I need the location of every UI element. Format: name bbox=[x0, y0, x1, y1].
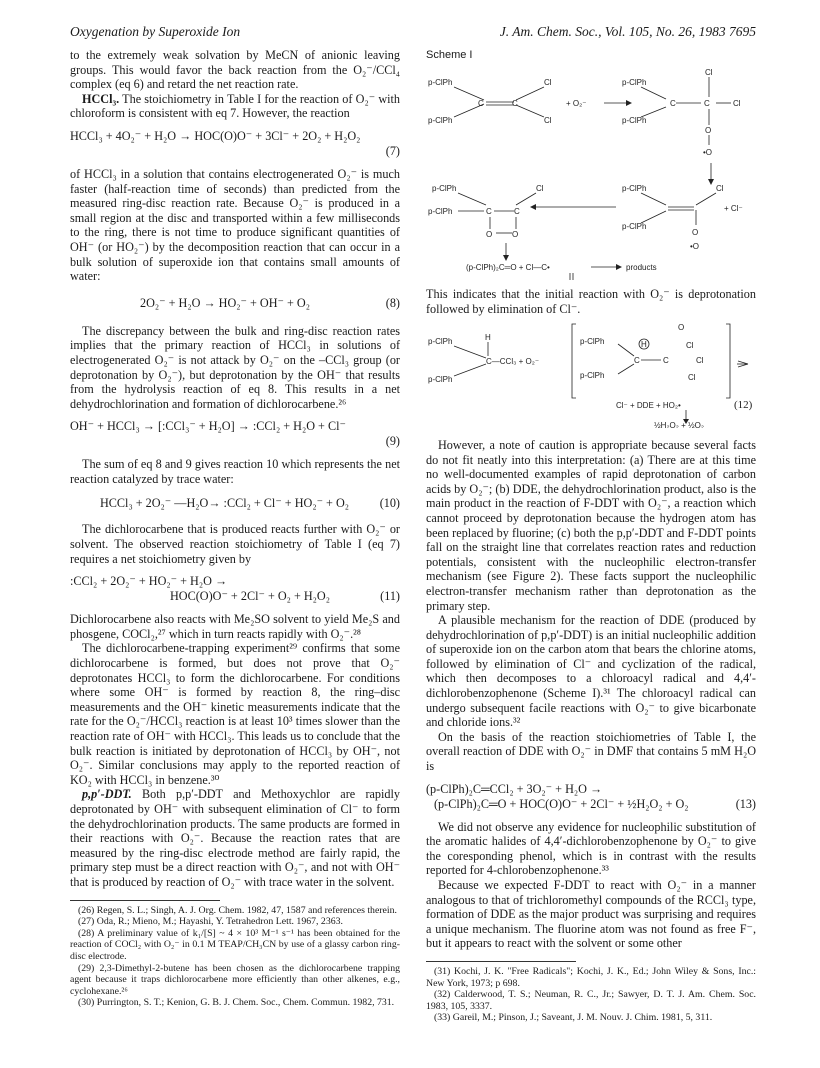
footnote: (29) 2,3-Dimethyl-2-butene has been chosen as the dichlorocarbene trapping agent because it traps dichlorocarbene more efficiently than other alkenes, e.g., cyclohexane.²⁶ bbox=[70, 962, 400, 997]
scheme-label: p-ClPh bbox=[622, 221, 647, 231]
scheme-label: •O bbox=[703, 147, 713, 157]
scheme-label: p-ClPh bbox=[428, 77, 453, 87]
equation-text: HCCl₃ + 2O₂⁻ —H₂O→ :CCl₂ + Cl⁻ + HO₂⁻ + O₂ bbox=[100, 496, 350, 511]
equation-9 bbox=[70, 419, 400, 449]
equation-text: HCCl₃ + 4O₂⁻ + H₂O → HOC(O)O⁻ + 3Cl⁻ + 2O₂ + H₂O₂ bbox=[70, 128, 361, 143]
eq12-label: p-ClPh bbox=[580, 371, 605, 381]
paragraph bbox=[70, 787, 400, 889]
eq12-label: O bbox=[678, 323, 685, 333]
scheme-label: p-ClPh bbox=[622, 77, 647, 87]
scheme-label: O bbox=[486, 229, 493, 239]
header-title: Oxygenation by Superoxide Ion bbox=[70, 24, 241, 39]
eq12-label: Cl bbox=[688, 373, 696, 383]
eq12-label: Cl⁻ + DDE + HO₂• bbox=[616, 401, 681, 411]
scheme-label: p-ClPh bbox=[622, 115, 647, 125]
right-column bbox=[426, 48, 756, 1024]
equation-number: (8) bbox=[385, 295, 400, 310]
footnote: (27) Oda, R.; Mieno, M.; Hayashi, Y. Tetrahedron Lett. 1967, 2363. bbox=[78, 916, 343, 928]
paragraph: We did not observe any evidence for nucleophilic substitution of the aromatic halides of 4,4′-dichlorobenzophenone by O₂⁻ to give the coresponding phenol, which is in contrast with the results reported for 4-chlorobenzophenone.³³ bbox=[426, 819, 756, 878]
paragraph: A plausible mechanism for the reaction of DDE (produced by dehydrochlorination of p,p′-DDT) is an initial nucleophilic addition of superoxide ion on the carbon atom that bears the chlorine atoms, followed by elimination of Cl⁻ and cyclization of the radical, which then decomposes to a chloroacyl radical and 4,4′-dichlorobenzophenone (Scheme I).³¹ The chloroacyl radical can undergo subsequent facile reactions with O₂⁻ to give bicarbonate and chloride ions.³² bbox=[426, 613, 756, 730]
eq12-label: C—CCl₃ + O₂⁻ bbox=[486, 357, 540, 367]
scheme-label: p-ClPh bbox=[428, 206, 453, 216]
scheme-label: O bbox=[692, 227, 699, 237]
footnote: (26) Regen, S. L.; Singh, A. J. Org. Chem. 1982, 47, 1587 and references therein. bbox=[78, 904, 397, 916]
equation-10 bbox=[70, 496, 400, 512]
scheme-label: products bbox=[626, 262, 657, 272]
footnotes-left bbox=[70, 905, 400, 1009]
equation-text: OH⁻ + HCCl₃ → [:CCl₃⁻ + H₂O] → :CCl₂ + H₂O + Cl⁻ bbox=[70, 419, 346, 434]
paragraph: Because we expected F-DDT to react with O₂⁻ in a manner analogous to that of trichloromethyl compounds of the RCCl₃ type, formation of DDE as the major product was surprising and requires a unique mechanism. The fluorine atom was not found as free F⁻, but it appears to react with the solvent or some other bbox=[426, 878, 756, 951]
footnotes-right bbox=[426, 966, 756, 1024]
paragraph: Dichlorocarbene also reacts with Me₂SO solvent to yield Me₂S and phosgene, COCl₂,²⁷ which in turn reacts rapidly with O₂⁻.²⁸ bbox=[70, 612, 400, 641]
scheme-label: p-ClPh bbox=[622, 183, 647, 193]
eq12-label: ½H₂O₂ + ½O₂ bbox=[654, 421, 704, 429]
scheme-label: C bbox=[512, 98, 518, 108]
equation-text: 2O₂⁻ + H₂O → HO₂⁻ + OH⁻ + O₂ bbox=[140, 295, 310, 310]
paragraph: The dichlorocarbene-trapping experiment²⁹ confirms that some dichlorocarbene is formed, but does not prove that O₂⁻ deprotonates HCCl₃ to form the dichlorocarbene. For conditions where some OH⁻ is formed by reaction 8, the ring–disc measurements and the OH⁻ kinetic measurements indicate that the rate for the O₂⁻/HCCl₃ reaction is at least 10³ times slower than the reaction rate of OH⁻ with HCCl₃. This leads us to conclude that the bulk reaction is initiated by deprotonation of HCCl₃ by OH⁻, not O₂⁻. Similar conclusions may apply to the reported reaction of KO₂ with HCCl₃ in benzene.³⁰ bbox=[70, 641, 400, 787]
footnote: (33) Gareil, M.; Pinson, J.; Saveant, J. M. Nouv. J. Chim. 1981, 5, 311. bbox=[434, 1012, 713, 1024]
equation-text: :CCl₂ + 2O₂⁻ + HO₂⁻ + H₂O → bbox=[70, 574, 228, 589]
scheme-1-diagram bbox=[426, 65, 756, 280]
footnote-rule bbox=[426, 961, 576, 962]
scheme-label: O bbox=[512, 229, 519, 239]
paragraph: However, a note of caution is appropriate because several facts do not fit neatly into this interpretation: (a) There are at this time no well-documented examples of rapid deprotonation of carbon acids by O₂⁻; (b) DDE, the dehydrochlorination product, also is the main product in the reaction of F-DDT with O₂⁻, a reaction which cannot proceed by deprotonation because the hydrogen atom has been replaced by fluorine; (c) both the p,p′-DDT and F-DDT points fall on the straight line that correlates reaction rates and reduction potentials, consistent with the nucleophilic electron-transfer mechanism (see Figure 2). These facts support the nucleophilic electron-transfer mechanism rather than deprotonation as the primary step. bbox=[426, 437, 756, 613]
equation-number: (7) bbox=[385, 143, 400, 158]
scheme-label: Cl bbox=[716, 183, 724, 193]
scheme-label: C bbox=[670, 98, 676, 108]
paragraph-text: Both p,p′-DDT and Methoxychlor are rapidly deprotonated by OH⁻ with subsequent elimination of Cl⁻ to form the dehydrochlorination products. The same products are formed in their reactions with O₂⁻. Because the reaction rates that are measured by the ring-disc electrode method are fairly rapid, the primary step must be a direct reaction with O₂⁻, and not with OH⁻ that is produced by reaction of O₂⁻ with trace water in the solvent. bbox=[70, 787, 400, 889]
equation-number: (10) bbox=[379, 496, 400, 511]
paragraph bbox=[70, 92, 400, 121]
scheme-label: + O₂⁻ bbox=[566, 98, 587, 108]
scheme-label: Cl bbox=[544, 115, 552, 125]
equation-text: (p-ClPh)₂C═O + HOC(O)O⁻ + 2Cl⁻ + ½H₂O₂ + O₂ bbox=[434, 796, 689, 811]
equation-number: (11) bbox=[380, 589, 400, 604]
section-head: p,p′-DDT. bbox=[82, 787, 132, 802]
eq12-label: C bbox=[634, 356, 640, 366]
scheme-title: Scheme I bbox=[426, 49, 473, 61]
footnote: (31) Kochi, J. K. "Free Radicals"; Kochi, J. K., Ed.; John Wiley & Sons, Inc.: New York, 1973; p 698. bbox=[426, 965, 756, 989]
paragraph: to the extremely weak solvation by MeCN of anionic leaving groups. This would favor the back reaction from the O₂⁻/CCl₄ complex (eq 6) and retard the net reaction rate. bbox=[70, 48, 400, 92]
paragraph-text: The stoichiometry in Table I for the reaction of O₂⁻ with chloroform is consistent with eq 7. However, the reaction bbox=[70, 91, 400, 121]
scheme-label: p-ClPh bbox=[428, 115, 453, 125]
footnote: (30) Purrington, S. T.; Kenion, G. B. J. Chem. Soc., Chem. Commun. 1982, 731. bbox=[78, 997, 395, 1009]
eq12-label: p-ClPh bbox=[580, 337, 605, 347]
eq12-label: p-ClPh bbox=[428, 375, 453, 385]
scheme-label: C bbox=[486, 206, 492, 216]
scheme-label: (p-ClPh)₂C═O + Cl—C• bbox=[466, 262, 550, 272]
equation-8 bbox=[70, 296, 400, 312]
footnote-rule bbox=[70, 900, 220, 901]
equation-12-diagram bbox=[426, 316, 756, 428]
scheme-label: •O bbox=[690, 241, 700, 251]
scheme-label: C bbox=[478, 98, 484, 108]
equation-13 bbox=[426, 782, 756, 812]
eq12-number: (12) bbox=[734, 399, 753, 412]
scheme-label: O bbox=[705, 125, 712, 135]
eq12-label: p-ClPh bbox=[428, 337, 453, 347]
scheme-label: p-ClPh bbox=[432, 183, 457, 193]
running-header bbox=[70, 24, 756, 42]
paragraph: The dichlorocarbene that is produced reacts further with O₂⁻ or solvent. The observed reaction stoichiometry of Table I (eq 7) requires a net stoichiometry given by bbox=[70, 522, 400, 566]
scheme-label: C bbox=[704, 98, 710, 108]
footnote: (28) A preliminary value of k₁/[S] ~ 4 × 10³ M⁻¹ s⁻¹ has been obtained for the reaction of COCl₂ with O₂⁻ in 0.1 M TEAP/CH₃CN by use of a glassy carbon ring-disc electrode. bbox=[70, 927, 400, 962]
eq12-label: C bbox=[663, 356, 669, 366]
scheme-label: Cl bbox=[536, 183, 544, 193]
paragraph: On the basis of the reaction stoichiometries of Table I, the overall reaction of DDE with O₂⁻ in DMF that contains 5 mM H₂O is bbox=[426, 729, 756, 774]
scheme-label: Cl bbox=[544, 77, 552, 87]
eq12-label: Cl bbox=[686, 341, 694, 351]
section-head: HCCl₃. bbox=[82, 91, 120, 106]
paragraph: of HCCl₃ in a solution that contains electrogenerated O₂⁻ is much faster (half-reaction time of seconds) than predicted from the measured ring-disc reaction rate. Because O₂⁻ is produced in a small region at the disc and transported within a few milliseconds to the ring, there is not time to produce significant quantities of OH⁻ (or HO₂⁻) by the decomposition reaction that can occur in a bulk solution of superoxide ion that contains small amounts of water: bbox=[70, 166, 400, 284]
equation-text: (p-ClPh)₂C═CCl₂ + 3O₂⁻ + H₂O → bbox=[426, 781, 603, 796]
equation-number: (13) bbox=[735, 796, 756, 811]
eq12-label: H bbox=[485, 333, 491, 343]
equation-11 bbox=[70, 574, 400, 604]
scheme-label: + Cl⁻ bbox=[724, 203, 743, 213]
header-journal: J. Am. Chem. Soc., Vol. 105, No. 26, 1983 7695 bbox=[499, 24, 756, 39]
scheme-label: Cl bbox=[705, 67, 713, 77]
paragraph: This indicates that the initial reaction with O₂⁻ is deprotonation followed by elimination of Cl⁻. bbox=[426, 287, 756, 316]
equation-7 bbox=[70, 129, 400, 159]
footnote: (32) Calderwood, T. S.; Neuman, R. C., Jr.; Sawyer, D. T. J. Am. Chem. Soc. 1983, 105, 3337. bbox=[426, 989, 756, 1012]
paragraph: The discrepancy between the bulk and ring-disc reaction rates implies that the primary reaction of HCCl₃ in solutions of electrogenerated O₂⁻ is not attack by O₂⁻ on the –CCl₃ group (or deprotonation by O₂⁻), but deprotonation by the OH⁻ that results from the hydrolysis reaction of eq 8. This results in a net dehydrochlorination and formation of dichlorocarbene.²⁶ bbox=[70, 323, 400, 411]
left-column bbox=[70, 48, 400, 1009]
equation-number: (9) bbox=[385, 434, 400, 449]
scheme-label: Cl bbox=[733, 98, 741, 108]
scheme-label: C bbox=[514, 206, 520, 216]
eq12-label: Cl bbox=[696, 356, 704, 366]
eq12-label: H bbox=[641, 340, 647, 350]
equation-text: HOC(O)O⁻ + 2Cl⁻ + O₂ + H₂O₂ bbox=[170, 589, 330, 604]
paragraph: The sum of eq 8 and 9 gives reaction 10 which represents the net reaction catalyzed by trace water: bbox=[70, 457, 400, 486]
